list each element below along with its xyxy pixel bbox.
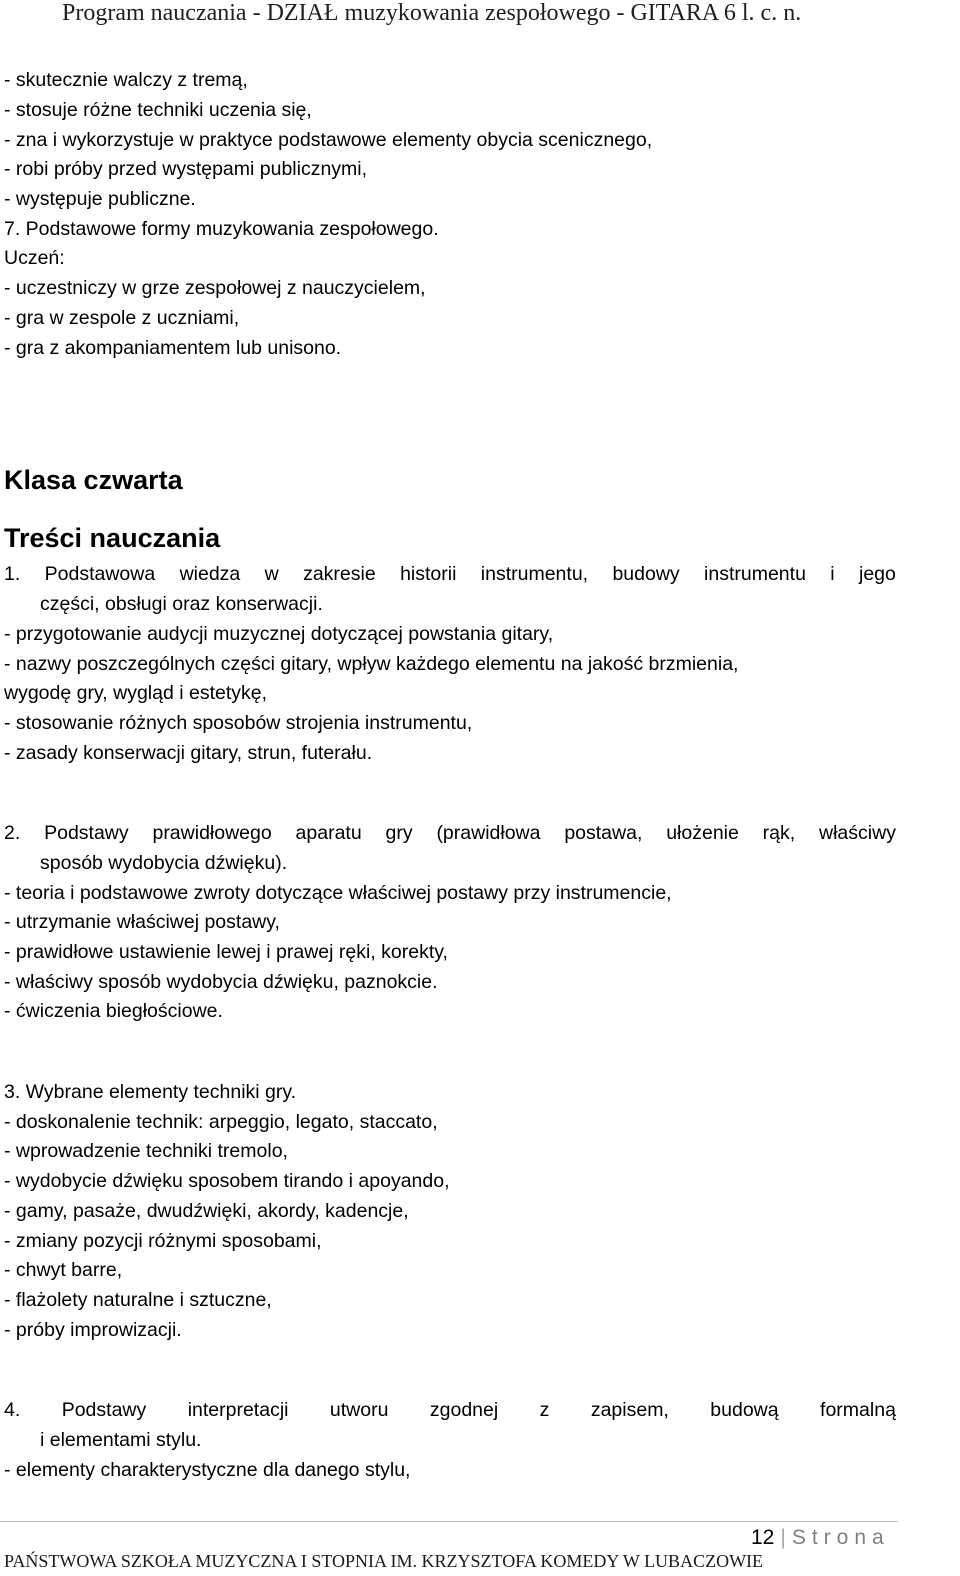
title-word: z [539, 1399, 550, 1421]
intro-line: Uczeń: [4, 247, 65, 269]
section-2-title [4, 821, 896, 845]
title-word: prawidłowego [152, 822, 272, 844]
title-word: wiedza [179, 563, 241, 585]
list-item: wygodę gry, wygląd i estetykę, [4, 682, 268, 704]
list-item: - prawidłowe ustawienie lewej i prawej ręki, korekty, [4, 941, 448, 963]
title-word: utworu [329, 1399, 389, 1421]
title-word: formalną [820, 1399, 896, 1421]
intro-line: - występuje publiczne. [4, 188, 196, 210]
title-word: instrumentu, [480, 563, 589, 585]
title-word: Podstawy [44, 822, 129, 844]
list-item: - próby improwizacji. [4, 1319, 182, 1341]
list-item: - nazwy poszczególnych części gitary, wpływ każdego elementu na jakość brzmienia, [4, 653, 739, 675]
intro-line: - uczestniczy w grze zespołowej z nauczycielem, [4, 277, 426, 299]
page-number-block [751, 1524, 890, 1552]
list-item: - doskonalenie technik: arpeggio, legato, staccato, [4, 1111, 438, 1133]
title-word: jego [858, 563, 896, 585]
title-word: budowy [612, 563, 680, 585]
footer-divider [0, 1521, 898, 1522]
page-number: 12 [751, 1526, 775, 1549]
title-word: zakresie [303, 563, 376, 585]
title-word: ułożenie [666, 822, 739, 844]
intro-line: - skutecznie walczy z tremą, [4, 69, 248, 91]
footer-school-name: PAŃSTWOWA SZKOŁA MUZYCZNA I STOPNIA IM. KRZYSZTOFA KOMEDY W LUBACZOWIE [4, 1551, 764, 1571]
list-item: - utrzymanie właściwej postawy, [4, 911, 280, 933]
title-word: rąk, [762, 822, 796, 844]
section-4-number: 4. [4, 1399, 21, 1421]
list-item: - chwyt barre, [4, 1259, 123, 1281]
intro-line: - stosuje różne techniki uczenia się, [4, 99, 312, 121]
title-word: postawa, [564, 822, 643, 844]
title-word: właściwy [819, 822, 896, 844]
section-3-title: 3. Wybrane elementy techniki gry. [4, 1081, 297, 1103]
class-heading: Klasa czwarta [4, 465, 183, 495]
page-word: Strona [791, 1526, 890, 1549]
title-word: w [264, 563, 279, 585]
title-word: i [830, 563, 835, 585]
list-item: - właściwy sposób wydobycia dźwięku, paznokcie. [4, 971, 438, 993]
list-item: - zasady konserwacji gitary, strun, futerału. [4, 742, 373, 764]
intro-line: - gra z akompaniamentem lub unisono. [4, 337, 342, 359]
page-header-title: Program nauczania - DZIAŁ muzykowania zespołowego - GITARA 6 l. c. n. [62, 0, 802, 26]
section-1-title [4, 562, 896, 586]
title-word: zapisem, [590, 1399, 669, 1421]
title-word: interpretacji [187, 1399, 289, 1421]
title-word: instrumentu [704, 563, 806, 585]
title-word: Podstawy [61, 1399, 147, 1421]
page-separator: | [780, 1526, 786, 1549]
section-4-title-cont: i elementami stylu. [40, 1429, 202, 1451]
intro-line: - robi próby przed występami publicznymi, [4, 158, 368, 180]
list-item: - gamy, pasaże, dwudźwięki, akordy, kadencje, [4, 1200, 409, 1222]
list-item: - przygotowanie audycji muzycznej dotyczącej powstania gitary, [4, 623, 554, 645]
title-word: budową [710, 1399, 779, 1421]
list-item: - teoria i podstawowe zwroty dotyczące właściwej postawy przy instrumencie, [4, 882, 672, 904]
intro-line: - zna i wykorzystuje w praktyce podstawowe elementy obycia scenicznego, [4, 129, 653, 151]
section-2-number: 2. [4, 822, 21, 844]
title-word: aparatu [295, 822, 362, 844]
list-item: - zmiany pozycji różnymi sposobami, [4, 1230, 322, 1252]
list-item: - elementy charakterystyczne dla danego stylu, [4, 1459, 411, 1481]
intro-line: - gra w zespole z uczniami, [4, 307, 240, 329]
list-item: - wprowadzenie techniki tremolo, [4, 1140, 288, 1162]
section-1-title-cont: części, obsługi oraz konserwacji. [40, 593, 323, 615]
title-word: Podstawowa [44, 563, 156, 585]
title-word: zgodnej [429, 1399, 499, 1421]
title-word: gry [385, 822, 413, 844]
list-item: - flażolety naturalne i sztuczne, [4, 1289, 272, 1311]
title-word: (prawidłowa [436, 822, 541, 844]
content-heading: Treści nauczania [4, 523, 221, 553]
title-word: historii [400, 563, 457, 585]
list-item: - wydobycie dźwięku sposobem tirando i apoyando, [4, 1170, 450, 1192]
section-7-title: 7. Podstawowe formy muzykowania zespołowego. [4, 218, 439, 240]
section-1-number: 1. [4, 563, 21, 585]
section-4-title [4, 1398, 896, 1422]
list-item: - stosowanie różnych sposobów strojenia instrumentu, [4, 712, 473, 734]
list-item: - ćwiczenia biegłościowe. [4, 1000, 223, 1022]
section-2-title-cont: sposób wydobycia dźwięku). [40, 852, 288, 874]
